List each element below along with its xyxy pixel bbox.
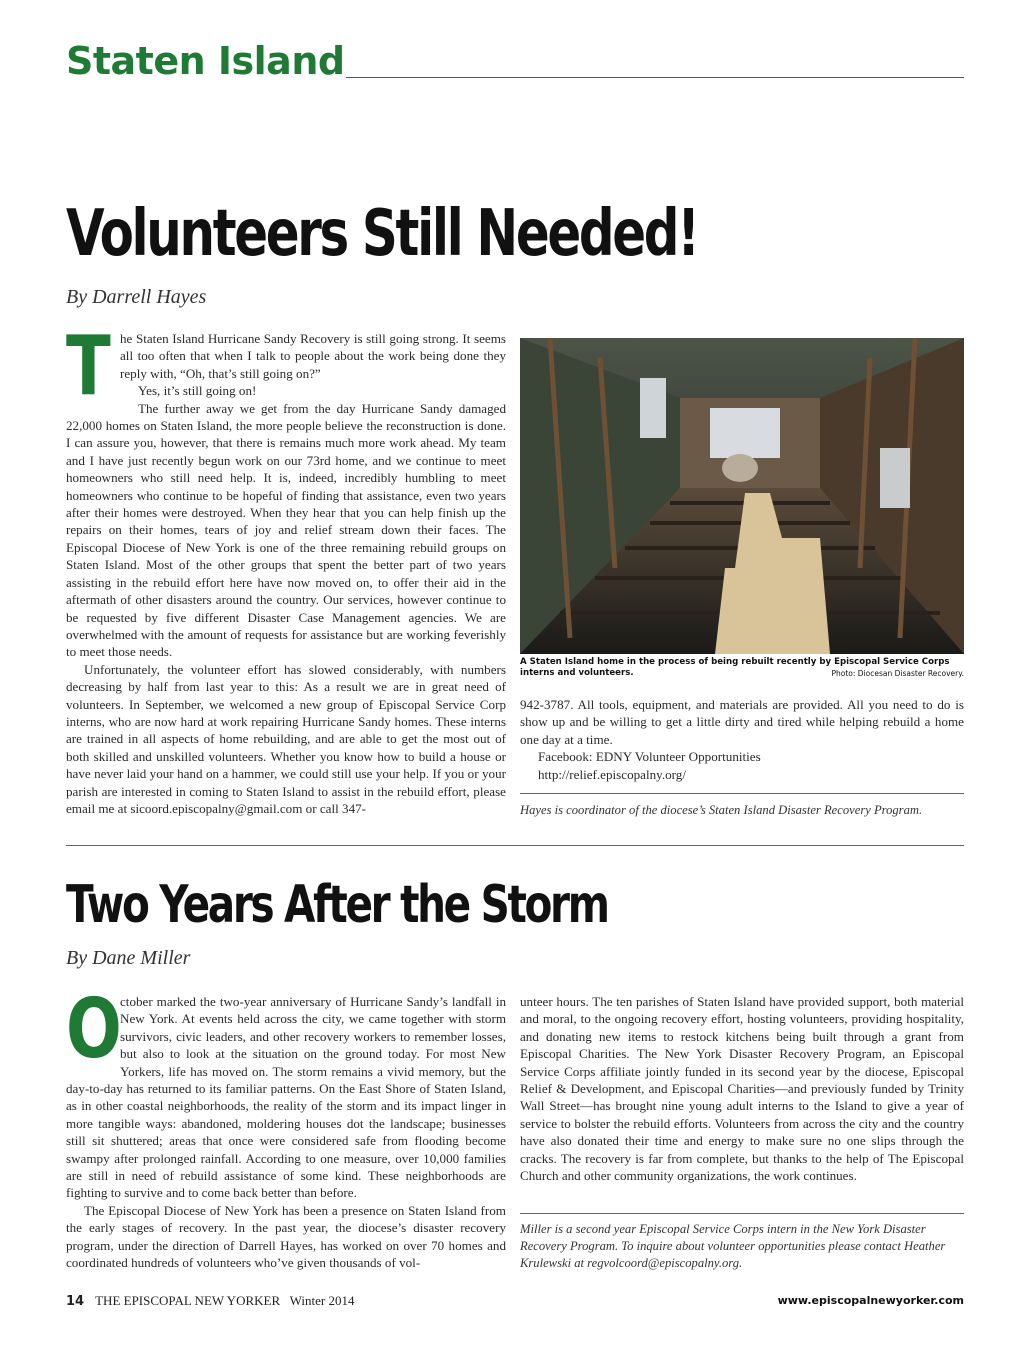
section-title: Staten Island: [66, 39, 345, 83]
article2-author-note: Miller is a second year Episcopal Service Corps intern in the New York Disaster Recovery Program. To inquire about volunteer opportunities please contact Heather Krulewski at regvolcoord@episcopalny.org.: [520, 1222, 946, 1270]
photo-credit: Photo: Diocesan Disaster Recovery.: [831, 669, 964, 678]
house-interior-photo-icon: [520, 338, 964, 654]
note-rule: [520, 793, 964, 794]
article1-photo: [520, 338, 964, 654]
article1-byline: By Darrell Hayes: [66, 286, 207, 308]
article1-paragraph: 942-3787. All tools, equipment, and materials are provided. All you need to do is show up and be willing to get a little dirty and tired while helping rebuild a home one day at a time.: [520, 697, 964, 747]
footer-website-link[interactable]: www.episcopalnewyorker.com: [777, 1294, 964, 1307]
article1-paragraph: Unfortunately, the volunteer effort has slowed considerably, with numbers decreasing by half from last year to this: As a result we are in great need of volunteers. In September, we welcomed a new group of Episcopal Service Corp interns, who are now hard at work repairing Hurricane Sandy homes. These interns are trained in all aspects of home rebuilding, and are able to get the most out of both skilled and unskilled volunteers. Whether you know how to build a house or have never laid your hand on a hammer, we could still use your help. If you or your parish are interested in coming to Staten Island to assist in the rebuild effort, please email me at sicoord.episcopalny@gmail.com or call 347-: [66, 661, 506, 816]
article2-dropcap: O: [66, 982, 122, 1077]
publication-name: THE EPISCOPAL NEW YORKER: [95, 1293, 281, 1308]
issue-name: Winter 2014: [289, 1293, 355, 1308]
page-number: 14: [66, 1294, 85, 1309]
article2-byline: By Dane Miller: [66, 947, 191, 969]
section-rule: [346, 77, 964, 78]
article2-headline: Two Years After the Storm: [66, 875, 608, 935]
article1-dropcap: T: [66, 319, 111, 414]
article2-column-1: [66, 982, 506, 1272]
article1-paragraph: The further away we get from the day Hurricane Sandy damaged 22,000 homes on Staten Island, the more people believe the reconstruction is done. I can assure you, however, that there is remains much more work ahead. My team and I have just recently begun work on our 73rd home, and we continue to meet homeowners who still need help. It is, indeed, incredibly humbling to meet homeowners who continue to be hopeful of finding that assistance, even two years after their homes were destroyed. When they hear that you can help finish up the repairs on their homes, tears of joy and relief stream down their faces. The Episcopal Diocese of New York is one of the three remaining rebuild groups on Staten Island. Most of the other groups that spent the better part of two years assisting in the rebuild effort here have now moved on, to offer their aid in the aftermath of other disasters around the country. Our services, however continue to be requested by five different Disaster Case Management agencies. We are overwhelmed with the amount of requests for assistance but are working feverishly to meet those needs.: [66, 400, 506, 660]
footer-left: [66, 1293, 354, 1309]
section-header: [66, 40, 964, 82]
article2-paragraph: unteer hours. The ten parishes of Staten Island have provided support, both material and moral, to the ongoing recovery effort, hosting volunteers, providing hospitality, and donating new items to restock kitchens being built through a grant from Episcopal Charities. The New York Disaster Recovery Program, an Episcopal Service Corps affiliate jointly funded in its second year by the diocese, Episcopal Relief & Development, and Episcopal Charities—and previously funded by Trinity Wall Street—has brought nine young adult interns to the Island to give a year of service to bolster the rebuild efforts. Volunteers from across the city and the country have also donated their time and energy to make sure no one slips through the cracks. The recovery is far from complete, but thanks to the help of The Episcopal Church and other community organizations, the work continues.: [520, 994, 964, 1184]
caption-text: A Staten Island home in the process of being rebuilt recently by Episcopal Service Corps interns and volunteers.: [520, 657, 950, 678]
article1-author-note: Hayes is coordinator of the diocese’s Staten Island Disaster Recovery Program.: [520, 803, 923, 817]
article1-headline: Volunteers Still Needed!: [66, 197, 698, 271]
article2-paragraph: O ctober marked the two-year anniversary of Hurricane Sandy’s landfall in New York. At events held across the city, we came together with storm survivors, civic leaders, and other recovery workers to remember losses, but also to look at the situation on the ground today. For most New Yorkers, life has moved on. The storm remains a vivid memory, but the day-to-day has returned to its familiar patterns. On the East Shore of Staten Island, as in other coastal neighborhoods, the reality of the storm and its impact linger in more tangible ways: abandoned, moldering houses dot the landscape; businesses still sit shuttered; areas that once were considered safe from flooding become swampy after prolonged rainfall. According to one measure, over 10,000 families are still in need of rebuild assistance of some kind. These neighborhoods are fighting to survive and to come back better than before.: [66, 982, 506, 1201]
article1-photo-caption: [520, 657, 964, 679]
article1-column-1: [66, 319, 506, 817]
article1-paragraph: Yes, it’s still going on!: [138, 383, 257, 399]
article2-column-2: [520, 993, 964, 1184]
facebook-text: Facebook: EDNY Volunteer Opportunities: [538, 749, 761, 765]
article-divider: [66, 845, 964, 846]
article1-paragraph: The Staten Island Hurricane Sandy Recovery is still going strong. It seems all too often that when I talk to people about the work being done they reply with, “Oh, that’s still going on?”: [66, 319, 506, 414]
relief-url: http://relief.episcopalny.org/: [538, 766, 686, 782]
article1-column-2: [520, 696, 964, 783]
article2-paragraph: The Episcopal Diocese of New York has been a presence on Staten Island from the early stages of recovery. In the past year, the diocese’s disaster recovery program, under the direction of Darrell Hayes, has worked on over 70 homes and coordinated hundreds of volunteers who’ve given thousands of vol-: [66, 1202, 506, 1271]
note-rule: [520, 1213, 964, 1214]
